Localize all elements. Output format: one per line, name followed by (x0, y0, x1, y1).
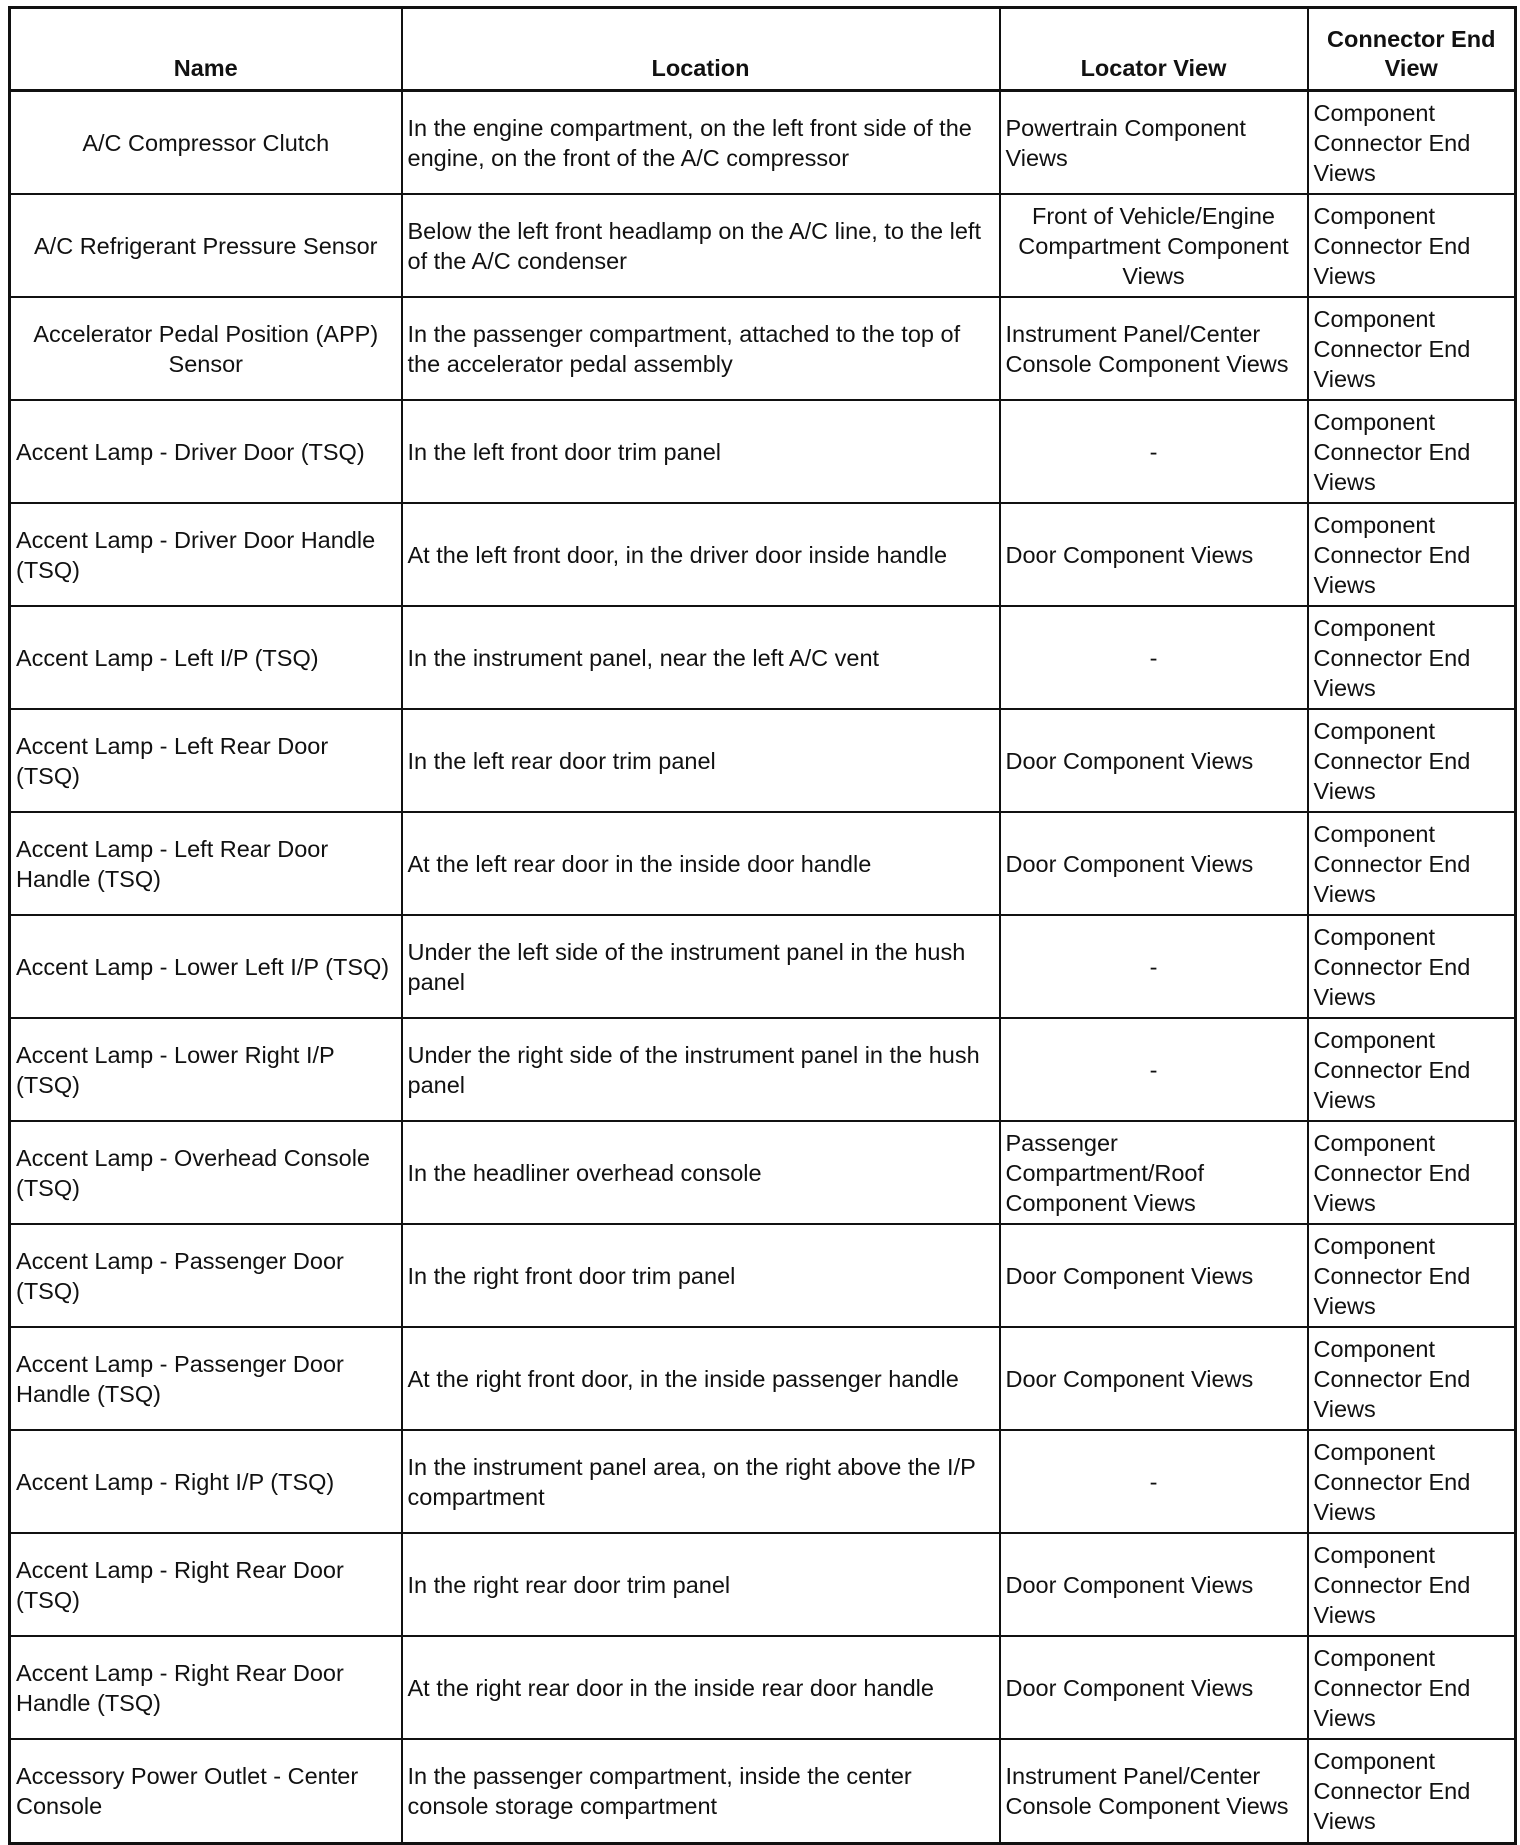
cell-locator-view: - (1000, 606, 1308, 709)
cell-location: At the left front door, in the driver door inside handle (402, 503, 1000, 606)
cell-locator-view: Passenger Compartment/Roof Component Views (1000, 1121, 1308, 1224)
cell-location: In the right front door trim panel (402, 1224, 1000, 1327)
cell-locator-view: Door Component Views (1000, 1224, 1308, 1327)
cell-locator-view: - (1000, 1018, 1308, 1121)
cell-connector-end-view: Component Connector End Views (1308, 1430, 1516, 1533)
table-row (10, 1739, 1516, 1844)
cell-locator-view: Powertrain Component Views (1000, 91, 1308, 195)
table-row (10, 1327, 1516, 1430)
cell-name: A/C Compressor Clutch (10, 91, 402, 195)
cell-locator-view: Door Component Views (1000, 1327, 1308, 1430)
cell-name: Accent Lamp - Overhead Console (TSQ) (10, 1121, 402, 1224)
cell-location: In the engine compartment, on the left front side of the engine, on the front of the A/C compressor (402, 91, 1000, 195)
cell-name: Accent Lamp - Right Rear Door (TSQ) (10, 1533, 402, 1636)
cell-location: At the left rear door in the inside door handle (402, 812, 1000, 915)
table-body (10, 91, 1516, 1844)
cell-connector-end-view: Component Connector End Views (1308, 1739, 1516, 1844)
table-row (10, 812, 1516, 915)
cell-locator-view: - (1000, 915, 1308, 1018)
cell-connector-end-view: Component Connector End Views (1308, 503, 1516, 606)
header-location: Location (402, 8, 1000, 91)
cell-location: In the passenger compartment, inside the center console storage compartment (402, 1739, 1000, 1844)
header-locator-view: Locator View (1000, 8, 1308, 91)
table-row (10, 606, 1516, 709)
cell-name: Accent Lamp - Driver Door (TSQ) (10, 400, 402, 503)
header-name: Name (10, 8, 402, 91)
cell-connector-end-view: Component Connector End Views (1308, 812, 1516, 915)
cell-name: Accent Lamp - Passenger Door Handle (TSQ) (10, 1327, 402, 1430)
cell-connector-end-view: Component Connector End Views (1308, 297, 1516, 400)
cell-locator-view: Instrument Panel/Center Console Component Views (1000, 1739, 1308, 1844)
cell-name: Accent Lamp - Passenger Door (TSQ) (10, 1224, 402, 1327)
table-row (10, 297, 1516, 400)
cell-connector-end-view: Component Connector End Views (1308, 1533, 1516, 1636)
cell-location: At the right front door, in the inside passenger handle (402, 1327, 1000, 1430)
cell-connector-end-view: Component Connector End Views (1308, 1121, 1516, 1224)
cell-connector-end-view: Component Connector End Views (1308, 1224, 1516, 1327)
cell-name: Accent Lamp - Lower Right I/P (TSQ) (10, 1018, 402, 1121)
table-row (10, 194, 1516, 297)
cell-connector-end-view: Component Connector End Views (1308, 1636, 1516, 1739)
cell-locator-view: Door Component Views (1000, 812, 1308, 915)
cell-connector-end-view: Component Connector End Views (1308, 1327, 1516, 1430)
cell-name: Accent Lamp - Left Rear Door Handle (TSQ) (10, 812, 402, 915)
cell-name: Accent Lamp - Lower Left I/P (TSQ) (10, 915, 402, 1018)
table-row (10, 1121, 1516, 1224)
cell-name: Accent Lamp - Driver Door Handle (TSQ) (10, 503, 402, 606)
cell-locator-view: Door Component Views (1000, 1533, 1308, 1636)
cell-connector-end-view: Component Connector End Views (1308, 194, 1516, 297)
header-connector-end-view: Connector End View (1308, 8, 1516, 91)
table-row (10, 709, 1516, 812)
table-row (10, 1018, 1516, 1121)
table-row (10, 400, 1516, 503)
cell-location: At the right rear door in the inside rear door handle (402, 1636, 1000, 1739)
cell-locator-view: - (1000, 400, 1308, 503)
cell-locator-view: - (1000, 1430, 1308, 1533)
component-locator-table (8, 6, 1517, 1845)
cell-name: A/C Refrigerant Pressure Sensor (10, 194, 402, 297)
header-row (10, 8, 1516, 91)
cell-location: In the instrument panel area, on the right above the I/P compartment (402, 1430, 1000, 1533)
table-row (10, 1430, 1516, 1533)
cell-location: In the headliner overhead console (402, 1121, 1000, 1224)
cell-location: Under the right side of the instrument panel in the hush panel (402, 1018, 1000, 1121)
document-page (8, 6, 1514, 1845)
cell-locator-view: Door Component Views (1000, 503, 1308, 606)
table-header (10, 8, 1516, 91)
cell-name: Accent Lamp - Left I/P (TSQ) (10, 606, 402, 709)
table-row (10, 503, 1516, 606)
cell-location: Below the left front headlamp on the A/C line, to the left of the A/C condenser (402, 194, 1000, 297)
table-row (10, 1636, 1516, 1739)
cell-location: In the instrument panel, near the left A/C vent (402, 606, 1000, 709)
cell-connector-end-view: Component Connector End Views (1308, 400, 1516, 503)
cell-locator-view: Door Component Views (1000, 709, 1308, 812)
cell-connector-end-view: Component Connector End Views (1308, 606, 1516, 709)
cell-name: Accelerator Pedal Position (APP) Sensor (10, 297, 402, 400)
cell-connector-end-view: Component Connector End Views (1308, 1018, 1516, 1121)
cell-locator-view: Door Component Views (1000, 1636, 1308, 1739)
cell-locator-view: Front of Vehicle/Engine Compartment Component Views (1000, 194, 1308, 297)
cell-location: In the left rear door trim panel (402, 709, 1000, 812)
table-row (10, 915, 1516, 1018)
cell-name: Accent Lamp - Right I/P (TSQ) (10, 1430, 402, 1533)
table-row (10, 1533, 1516, 1636)
cell-name: Accent Lamp - Right Rear Door Handle (TSQ) (10, 1636, 402, 1739)
cell-name: Accessory Power Outlet - Center Console (10, 1739, 402, 1844)
cell-connector-end-view: Component Connector End Views (1308, 91, 1516, 195)
cell-connector-end-view: Component Connector End Views (1308, 915, 1516, 1018)
table-row (10, 91, 1516, 195)
cell-locator-view: Instrument Panel/Center Console Component Views (1000, 297, 1308, 400)
cell-connector-end-view: Component Connector End Views (1308, 709, 1516, 812)
cell-location: In the passenger compartment, attached to the top of the accelerator pedal assembly (402, 297, 1000, 400)
table-row (10, 1224, 1516, 1327)
cell-name: Accent Lamp - Left Rear Door (TSQ) (10, 709, 402, 812)
cell-location: In the right rear door trim panel (402, 1533, 1000, 1636)
cell-location: In the left front door trim panel (402, 400, 1000, 503)
cell-location: Under the left side of the instrument panel in the hush panel (402, 915, 1000, 1018)
